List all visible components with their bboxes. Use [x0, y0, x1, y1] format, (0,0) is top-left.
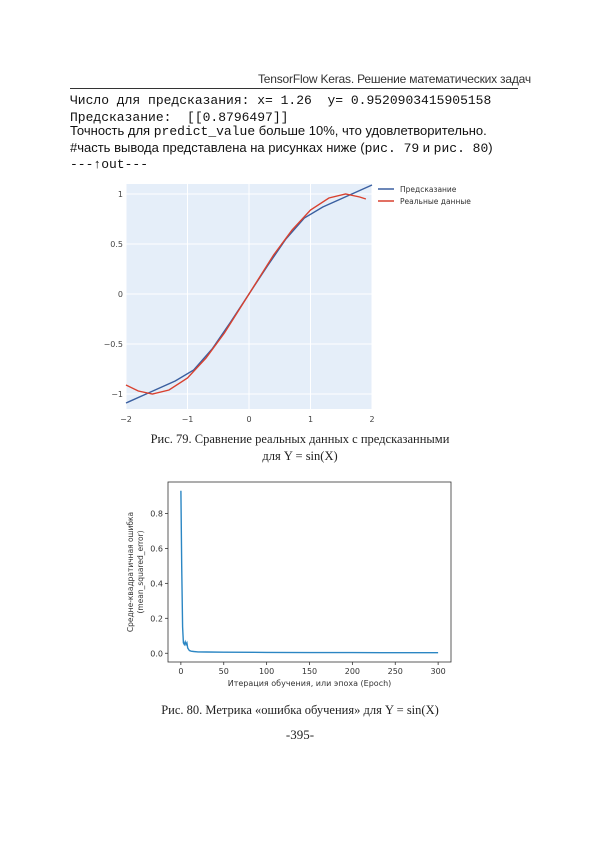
- legend-label: Предсказание: [400, 185, 457, 194]
- figure-80-caption: Рис. 80. Метрика «ошибка обучения» для Y = sin(X): [161, 703, 439, 717]
- text-prefix: #часть вывода представлена на рисунках ниже (: [70, 140, 365, 155]
- header-rule: [70, 88, 518, 89]
- x-tick-label: −1: [181, 415, 194, 424]
- y-tick-label: 1: [117, 190, 123, 199]
- figure-ref-80: рис. 80: [433, 141, 489, 156]
- x-tick-label: 250: [387, 667, 403, 676]
- output-line-1: Число для предсказания: x= 1.26 y= 0.9520903415905158: [70, 93, 492, 108]
- y-axis-label-line2: (mean_squared_error): [136, 530, 145, 614]
- plot-frame: [168, 482, 451, 662]
- figure-79-caption-line1: Рис. 79. Сравнение реальных данных с предсказанными: [150, 432, 450, 446]
- figure-79-caption-line2: для Y = sin(X): [262, 449, 338, 463]
- y-axis-label-line1: Средне-квадратичная ошибка: [126, 511, 135, 633]
- y-tick-label: 0.4: [150, 579, 163, 589]
- y-tick-label: 0.5: [110, 240, 123, 249]
- x-tick-label: 0: [246, 415, 252, 424]
- y-tick-label: 0.6: [150, 544, 163, 554]
- figure-80-chart: [118, 474, 468, 696]
- x-tick-label: −2: [120, 415, 132, 424]
- y-tick-label: 0.2: [150, 614, 163, 624]
- x-tick-label: 1: [307, 415, 314, 424]
- text-suffix: ): [488, 140, 493, 155]
- x-tick-label: 200: [344, 667, 361, 676]
- x-tick-label: 2: [369, 415, 375, 424]
- output-line-4: [70, 139, 493, 157]
- y-tick-label: 0: [117, 290, 123, 299]
- y-tick-label: −0.5: [103, 340, 123, 349]
- y-tick-label: 0.0: [150, 649, 163, 659]
- text-mid: и: [419, 140, 434, 155]
- figure-79-chart: [100, 180, 500, 425]
- text-prefix: Точность для: [70, 123, 154, 138]
- page-number: -395-: [285, 727, 315, 742]
- output-line-2: Предсказание: [[0.8796497]]: [70, 110, 289, 125]
- figure-ref-79: рис. 79: [364, 141, 420, 156]
- x-tick-label: 100: [258, 667, 275, 676]
- running-header: TensorFlow Keras. Решение математических задач: [258, 72, 531, 86]
- x-tick-label: 50: [218, 667, 229, 676]
- y-tick-label: 0.8: [150, 509, 163, 519]
- x-tick-label: 300: [430, 667, 446, 676]
- x-tick-label: 150: [301, 667, 318, 676]
- legend-label: Реальные данные: [400, 197, 471, 206]
- x-axis-label: Итерация обучения, или эпоха (Epoch): [227, 679, 392, 688]
- output-line-3: [70, 122, 487, 140]
- inline-code: predict_value: [153, 124, 256, 139]
- text-suffix: больше 10%, что удовлетворительно.: [255, 123, 487, 138]
- x-tick-label: 0: [178, 667, 184, 676]
- y-tick-label: −1: [111, 390, 123, 399]
- output-line-5: ---↑out---: [70, 157, 149, 172]
